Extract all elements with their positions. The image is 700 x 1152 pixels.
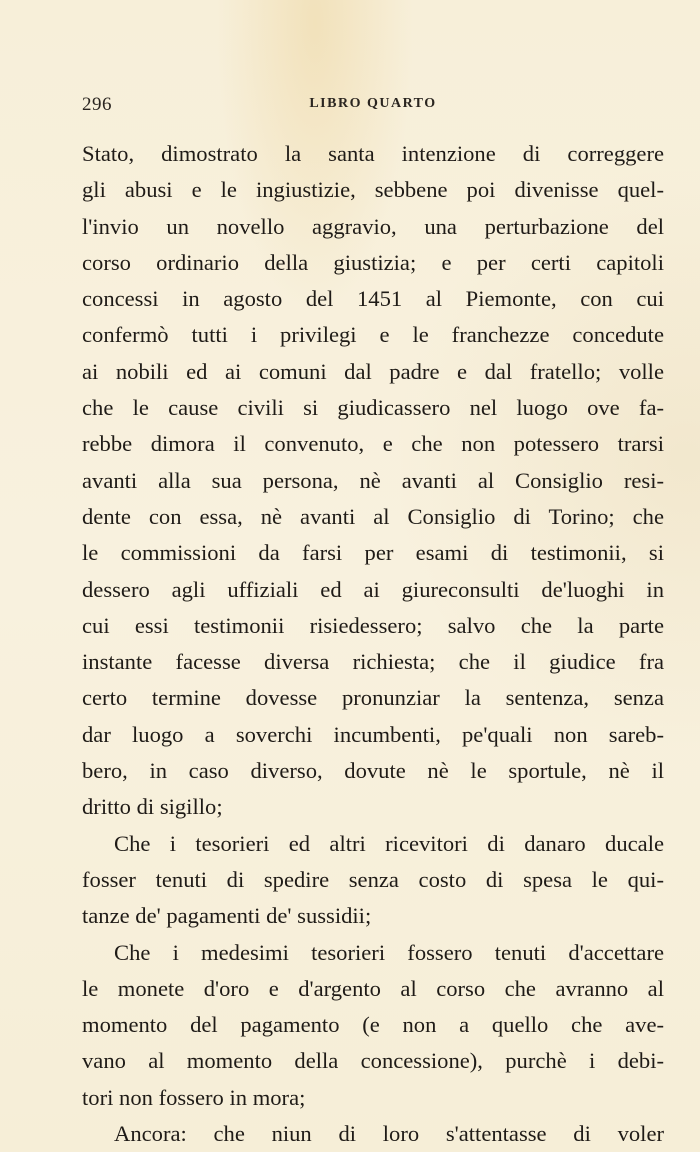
text-line: le commissioni da farsi per esami di testimonii, si	[82, 540, 664, 566]
text-line: tanze de' pagamenti de' sussidii;	[82, 903, 372, 929]
page-number: 296	[82, 94, 112, 115]
text-line: dar luogo a soverchi incumbenti, pe'quali non sareb-	[82, 721, 664, 747]
paragraph-start-line: Che i medesimi tesorieri fossero tenuti d'accettare	[114, 939, 664, 965]
text-line: corso ordinario della giustizia; e per certi capitoli	[82, 249, 664, 275]
text-line: cui essi testimonii risiedessero; salvo che la parte	[82, 612, 664, 638]
running-head: LIBRO QUARTO	[309, 96, 437, 111]
paragraph-start-line: Ancora: che niun di loro s'attentasse di voler	[114, 1121, 664, 1147]
page-header	[82, 94, 664, 118]
text-line: momento del pagamento (e non a quello che ave-	[82, 1012, 664, 1038]
text-line: dente con essa, nè avanti al Consiglio di Torino; che	[82, 503, 664, 529]
text-line: ai nobili ed ai comuni dal padre e dal fratello; volle	[82, 358, 664, 384]
text-line: bero, in caso diverso, dovute nè le sportule, nè il	[82, 758, 664, 784]
text-line: instante facesse diversa richiesta; che il giudice fra	[82, 649, 664, 675]
text-line: che le cause civili si giudicassero nel luogo ove fa-	[82, 395, 664, 421]
body-text	[82, 136, 664, 1152]
text-line: concessi in agosto del 1451 al Piemonte, con cui	[82, 286, 664, 312]
text-line: certo termine dovesse pronunziar la sentenza, senza	[82, 685, 664, 711]
text-line: avanti alla sua persona, nè avanti al Consiglio resi-	[82, 467, 664, 493]
text-line: tori non fossero in mora;	[82, 1084, 306, 1110]
text-line: dessero agli uffiziali ed ai giureconsulti de'luoghi in	[82, 576, 664, 602]
text-line: l'invio un novello aggravio, una perturbazione del	[82, 213, 664, 239]
text-line: rebbe dimora il convenuto, e che non potessero trarsi	[82, 431, 664, 457]
text-line: le monete d'oro e d'argento al corso che avranno al	[82, 975, 664, 1001]
text-line: confermò tutti i privilegi e le franchezze concedute	[82, 322, 664, 348]
text-line: dritto di sigillo;	[82, 794, 223, 820]
text-line: gli abusi e le ingiustizie, sebbene poi divenisse quel-	[82, 177, 664, 203]
text-line: vano al momento della concessione), purchè i debi-	[82, 1048, 664, 1074]
text-line: Stato, dimostrato la santa intenzione di correggere	[82, 141, 664, 166]
text-line: fosser tenuti di spedire senza costo di spesa le qui-	[82, 866, 664, 892]
paragraph-start-line: Che i tesorieri ed altri ricevitori di danaro ducale	[114, 830, 664, 856]
